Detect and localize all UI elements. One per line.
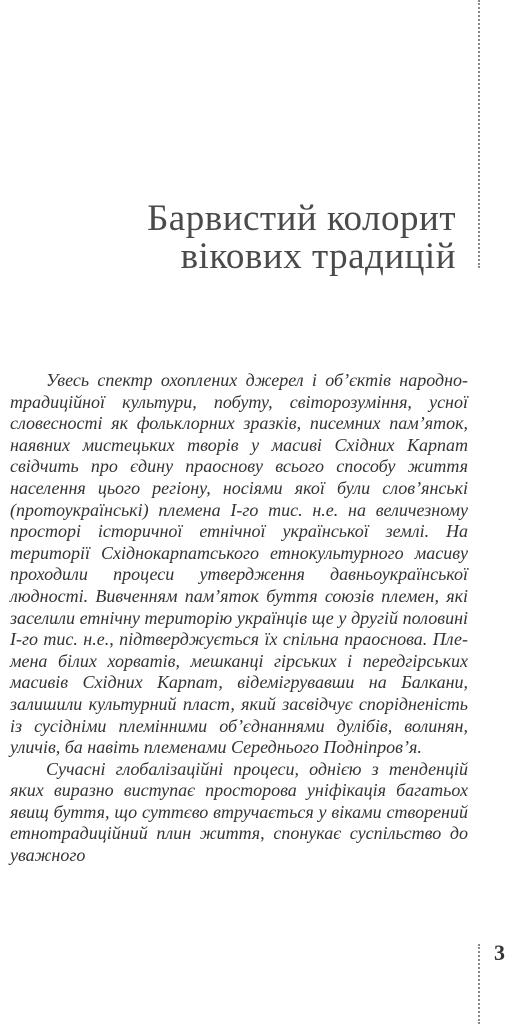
- paragraph-2: Сучасні глобалізаційні процеси, однією з тенденцій яких виразно виступає просторова уніфікація багатьох явищ буття, що суттєво втручається у віками створений етнотрадиційний плин життя, спонукає суспільство до уважного: [10, 758, 468, 866]
- chapter-title-line-1: Барвистий колорит: [147, 198, 456, 239]
- margin-dotted-rule-top: [478, 0, 480, 268]
- page-number: 3: [494, 940, 505, 965]
- margin-dotted-rule-bottom: [478, 944, 480, 1024]
- paragraph-1: Увесь спектр охоплених джерел і об’єктів народно-традиційної культури, побуту, світорозуміння, усної словесності як фольклорних зразків, писемних пам’яток, наявних мистецьких творів у масиві Східних Карпат свідчить про єдину праоснову всього способу життя населення цього регіону, носіями якої були слов’янські (протоукраїнські) племена І-го тис. н.е. на величезному просторі історичної етнічної української землі. На території Східнокарпатського етнокультурного масиву проходили процеси утвердження давньоукраїнської людності. Вивченням пам’яток буття союзів племен, які заселили етнічну територію українців ще у другій половині І-го тис. н.е., підтверджується їх спільна праоснова. Племена білих хорватів, мешканці гірських і передгірських масивів Східних Карпат, відемігрувавши на Балкани, залишили культурний пласт, який засвідчує спорідненість із сусідніми племінними об’єднаннями дулібів, волинян, уличів, ба навіть племенами Середнього Подніпров’я.: [10, 370, 468, 758]
- chapter-title-line-2: вікових традицій: [180, 236, 456, 277]
- chapter-title: [147, 200, 456, 276]
- body-text: [10, 370, 468, 867]
